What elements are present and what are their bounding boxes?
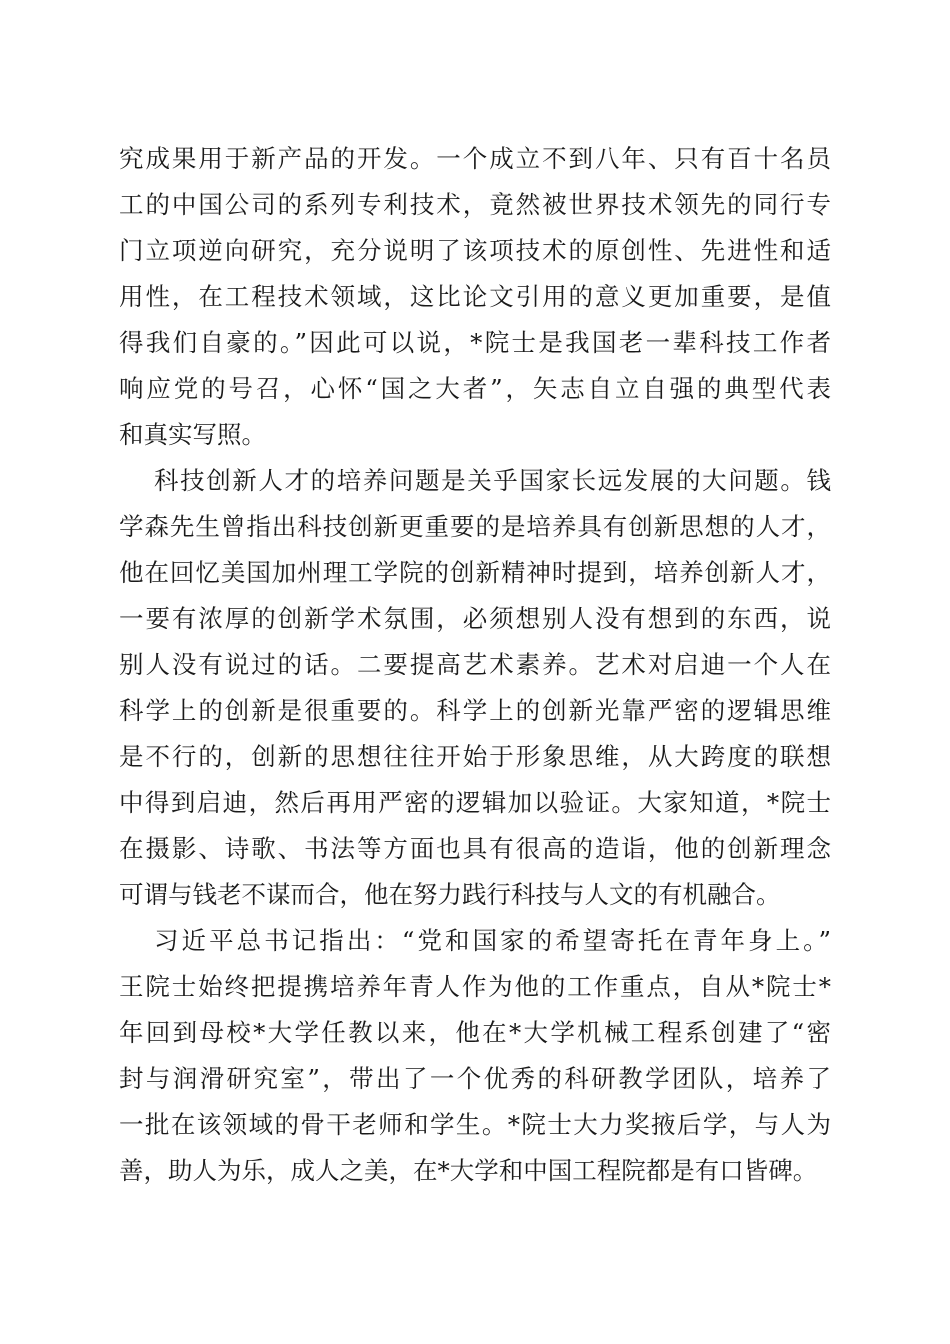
text-line: 得我们自豪的。”因此可以说，*院士是我国老一辈科技工作者 [119, 328, 831, 357]
text-line: 可谓与钱老不谋而合，他在努力践行科技与人文的有机融合。 [119, 880, 781, 909]
text-line: 科学上的创新是很重要的。科学上的创新光靠严密的逻辑思维 [119, 696, 831, 725]
text-line: 善，助人为乐，成人之美，在*大学和中国工程院都是有口皆碑。 [119, 1156, 818, 1185]
text-line: 习近平总书记指出：“党和国家的希望寄托在青年身上。” [154, 926, 831, 955]
text-line: 在摄影、诗歌、书法等方面也具有很高的造诣，他的创新理念 [119, 834, 831, 863]
text-line: 王院士始终把提携培养年青人作为他的工作重点，自从*院士* [119, 972, 831, 1001]
text-line: 科技创新人才的培养问题是关乎国家长远发展的大问题。钱 [154, 466, 831, 495]
text-line: 中得到启迪，然后再用严密的逻辑加以验证。大家知道，*院士 [119, 788, 831, 817]
text-line: 是不行的，创新的思想往往开始于形象思维，从大跨度的联想 [119, 742, 831, 771]
text-line: 究成果用于新产品的开发。一个成立不到八年、只有百十名员 [119, 144, 831, 173]
text-line: 一批在该领域的骨干老师和学生。*院士大力奖掖后学，与人为 [119, 1110, 831, 1139]
text-line: 学森先生曾指出科技创新更重要的是培养具有创新思想的人才， [119, 512, 831, 541]
text-line: 别人没有说过的话。二要提高艺术素养。艺术对启迪一个人在 [119, 650, 831, 679]
text-line: 和真实写照。 [119, 420, 266, 449]
text-line: 响应党的号召，心怀“国之大者”，矢志自立自强的典型代表 [119, 374, 831, 403]
text-line: 门立项逆向研究，充分说明了该项技术的原创性、先进性和适 [119, 236, 831, 265]
text-line: 他在回忆美国加州理工学院的创新精神时提到，培养创新人才， [119, 558, 831, 587]
text-line: 一要有浓厚的创新学术氛围，必须想别人没有想到的东西，说 [119, 604, 831, 633]
text-line: 工的中国公司的系列专利技术，竟然被世界技术领先的同行专 [119, 190, 831, 219]
text-line: 年回到母校*大学任教以来，他在*大学机械工程系创建了“密 [119, 1018, 831, 1047]
text-line: 用性，在工程技术领域，这比论文引用的意义更加重要，是值 [119, 282, 831, 311]
text-line: 封与润滑研究室”，带出了一个优秀的科研教学团队，培养了 [119, 1064, 831, 1093]
